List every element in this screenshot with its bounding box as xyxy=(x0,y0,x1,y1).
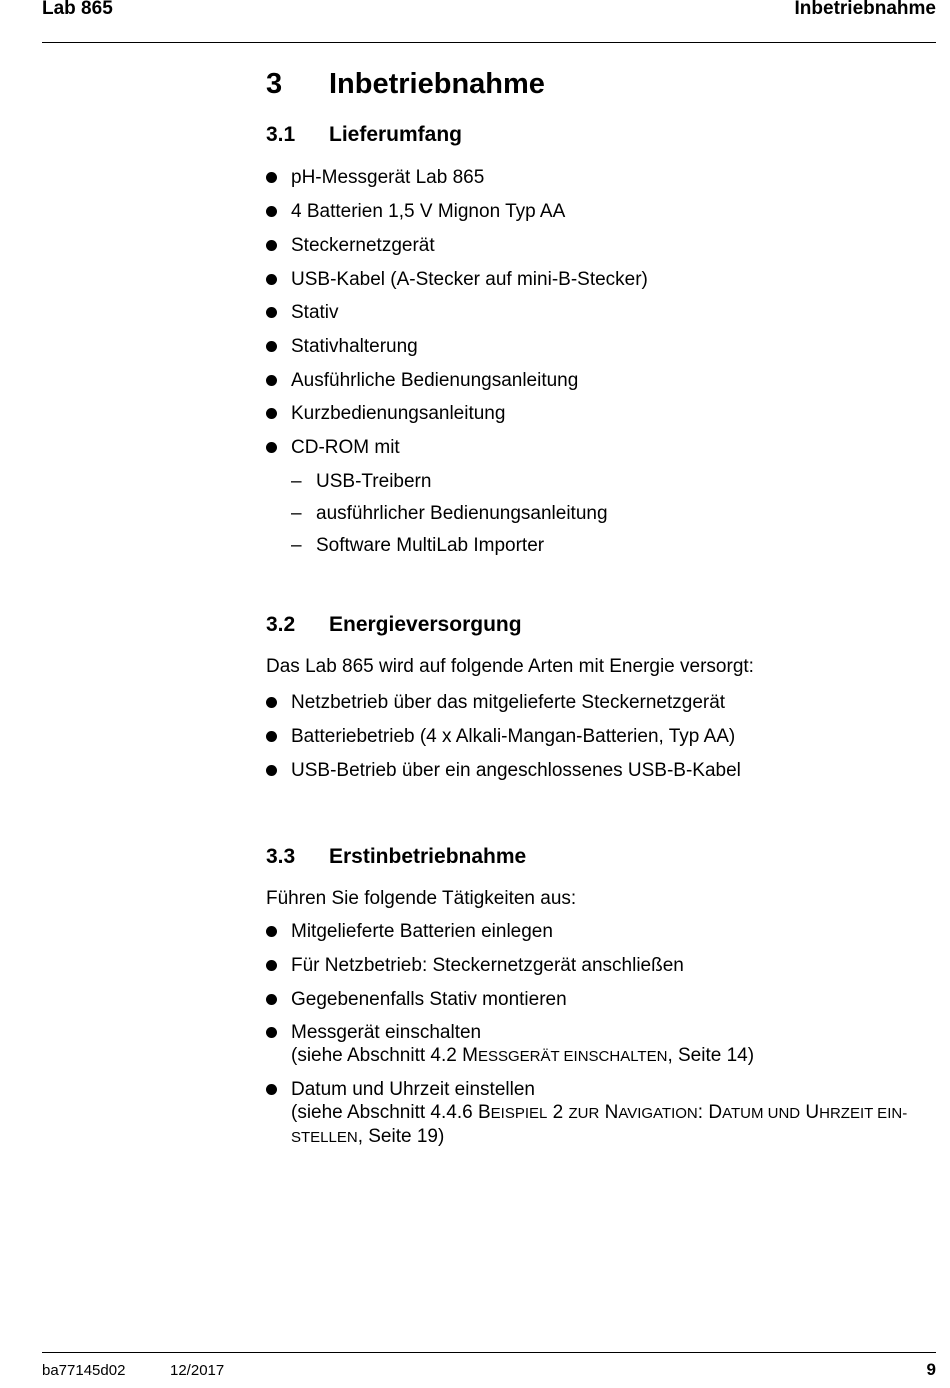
footer-divider xyxy=(42,1352,936,1353)
bullet-icon xyxy=(266,1027,277,1038)
bullet-icon xyxy=(266,765,277,776)
list-item: Ausführliche Bedienungsanleitung xyxy=(266,369,578,392)
chapter-title: Inbetriebnahme xyxy=(329,68,545,100)
section-number: 3.2 xyxy=(266,613,296,636)
bullet-icon xyxy=(266,240,277,251)
chapter-heading xyxy=(266,68,545,101)
bullet-icon xyxy=(266,926,277,937)
section-number: 3.1 xyxy=(266,123,296,146)
bullet-icon xyxy=(266,994,277,1005)
page-number: 9 xyxy=(926,1360,936,1379)
bullet-icon xyxy=(266,206,277,217)
list-item: Kurzbedienungsanleitung xyxy=(266,402,505,425)
list-item: Steckernetzgerät xyxy=(266,234,435,257)
sub-list-item: – ausführlicher Bedienungsanleitung xyxy=(291,503,608,524)
footer-date: 12/2017 xyxy=(170,1362,225,1379)
dash-icon: – xyxy=(291,503,302,524)
bullet-icon xyxy=(266,697,277,708)
chapter-number: 3 xyxy=(266,68,283,100)
section-heading-3-3 xyxy=(266,845,526,869)
section-intro: Das Lab 865 wird auf folgende Arten mit Energie versorgt: xyxy=(266,656,754,677)
section-heading-3-2 xyxy=(266,613,522,637)
list-item: Netzbetrieb über das mitgelieferte Steckernetzgerät xyxy=(266,691,725,714)
bullet-icon xyxy=(266,307,277,318)
header-chapter: Inbetriebnahme xyxy=(794,0,936,19)
dash-icon: – xyxy=(291,471,302,492)
list-item: USB-Betrieb über ein angeschlossenes USB-B-Kabel xyxy=(266,759,741,782)
list-item: Datum und Uhrzeit einstellen (siehe Abschnitt 4.4.6 BEISPIEL 2 ZUR NAVIGATION: DATUM UND UHRZEIT EIN- STELLEN, Seite 19) xyxy=(266,1078,907,1149)
sub-list-item: – USB-Treibern xyxy=(291,471,432,492)
list-item: CD-ROM mit xyxy=(266,436,400,459)
list-item: Für Netzbetrieb: Steckernetzgerät anschließen xyxy=(266,954,684,977)
list-item: Stativ xyxy=(266,301,339,324)
list-item: Stativhalterung xyxy=(266,335,418,358)
section-heading-3-1 xyxy=(266,123,462,147)
bullet-icon xyxy=(266,731,277,742)
list-item: pH-Messgerät Lab 865 xyxy=(266,166,484,189)
list-item: Messgerät einschalten (siehe Abschnitt 4.2 MESSGERÄT EINSCHALTEN, Seite 14) xyxy=(266,1021,754,1068)
bullet-icon xyxy=(266,341,277,352)
footer-doc-id: ba77145d02 xyxy=(42,1362,126,1379)
section-number: 3.3 xyxy=(266,845,296,868)
header-divider xyxy=(42,42,936,43)
bullet-icon xyxy=(266,960,277,971)
list-item: Gegebenenfalls Stativ montieren xyxy=(266,988,567,1011)
bullet-icon xyxy=(266,172,277,183)
bullet-icon xyxy=(266,274,277,285)
bullet-icon xyxy=(266,1084,277,1095)
cross-reference: (siehe Abschnitt 4.4.6 BEISPIEL 2 ZUR NAVIGATION: DATUM UND UHRZEIT EIN- STELLEN, Seite 19) xyxy=(291,1102,908,1147)
bullet-icon xyxy=(266,408,277,419)
dash-icon: – xyxy=(291,535,302,556)
bullet-icon xyxy=(266,375,277,386)
bullet-icon xyxy=(266,442,277,453)
section-intro: Führen Sie folgende Tätigkeiten aus: xyxy=(266,888,577,909)
section-title: Lieferumfang xyxy=(329,123,463,146)
list-item: Batteriebetrieb (4 x Alkali-Mangan-Batterien, Typ AA) xyxy=(266,725,735,748)
list-item: USB-Kabel (A-Stecker auf mini-B-Stecker) xyxy=(266,268,648,291)
cross-reference: (siehe Abschnitt 4.2 MESSGERÄT EINSCHALTEN, Seite 14) xyxy=(291,1045,755,1066)
section-title: Energieversorgung xyxy=(329,613,522,636)
sub-list-item: – Software MultiLab Importer xyxy=(291,535,545,556)
list-item: Mitgelieferte Batterien einlegen xyxy=(266,920,553,943)
header-product: Lab 865 xyxy=(42,0,113,19)
list-item: 4 Batterien 1,5 V Mignon Typ AA xyxy=(266,200,565,223)
section-title: Erstinbetriebnahme xyxy=(329,845,527,868)
